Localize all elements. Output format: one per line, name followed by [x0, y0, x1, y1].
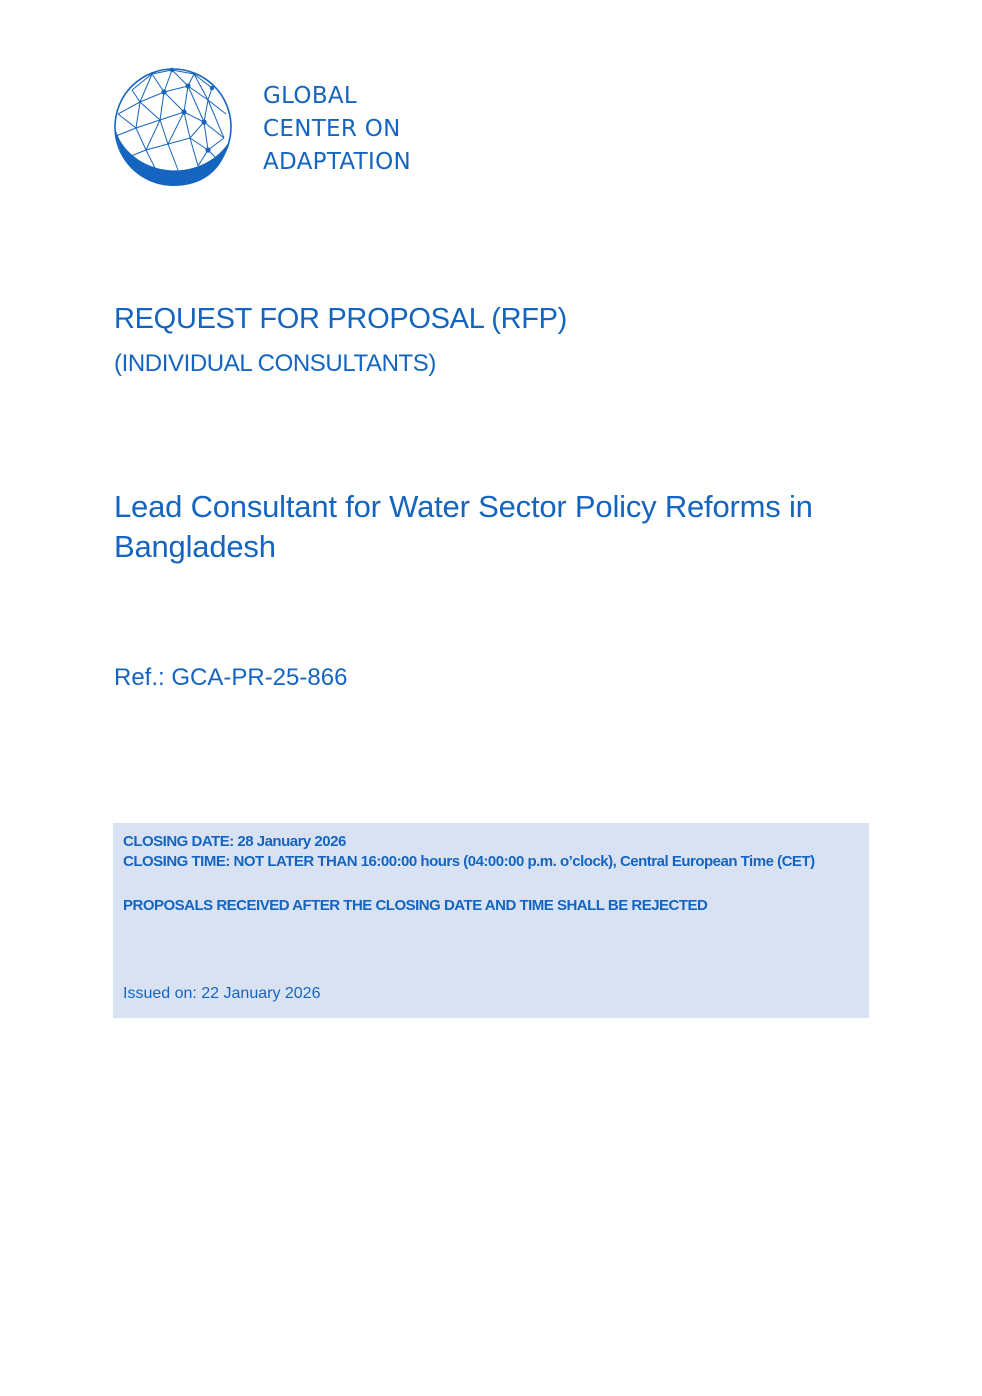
- document-title: Lead Consultant for Water Sector Policy Reforms in Bangladesh: [114, 489, 813, 564]
- closing-notice-box: [113, 823, 869, 1018]
- organization-name: [263, 80, 411, 179]
- reference-number: Ref.: GCA-PR-25-866: [114, 664, 348, 691]
- logo-line-3: ADAPTATION: [263, 149, 411, 175]
- logo-line-1: GLOBAL: [263, 83, 358, 109]
- rejection-warning: PROPOSALS RECEIVED AFTER THE CLOSING DATE AND TIME SHALL BE REJECTED: [123, 897, 708, 914]
- rfp-heading: REQUEST FOR PROPOSAL (RFP): [114, 303, 568, 335]
- logo-line-2: CENTER ON: [263, 116, 401, 142]
- rfp-subheading: (INDIVIDUAL CONSULTANTS): [114, 350, 436, 377]
- closing-time: CLOSING TIME: NOT LATER THAN 16:00:00 hours (04:00:00 p.m. o’clock), Central European Time (CET): [123, 853, 815, 870]
- closing-date: CLOSING DATE: 28 January 2026: [123, 833, 346, 850]
- organization-logo: [112, 66, 432, 190]
- issued-date: Issued on: 22 January 2026: [123, 985, 321, 1002]
- geodesic-globe-icon: [112, 66, 234, 188]
